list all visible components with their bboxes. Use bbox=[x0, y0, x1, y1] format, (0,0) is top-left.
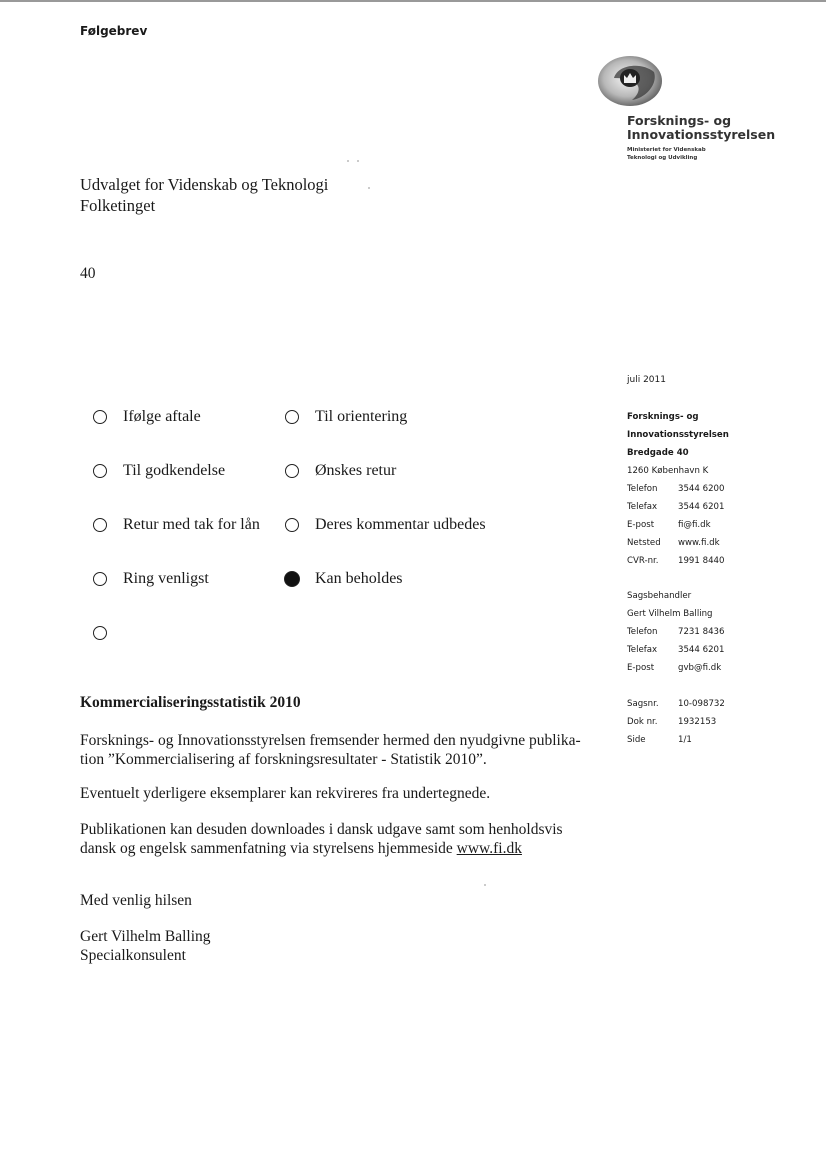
paragraph-3-line2 bbox=[80, 839, 600, 858]
speck bbox=[368, 187, 370, 189]
handler-key: Telefax bbox=[627, 645, 658, 655]
case-row bbox=[627, 695, 725, 713]
paragraph-2: Eventuelt yderligere eksemplarer kan rekvireres fra undertegnede. bbox=[80, 785, 491, 802]
contact-value: fi@fi.dk bbox=[678, 520, 711, 530]
contact-value: 1991 8440 bbox=[678, 556, 725, 566]
checkbox-circle[interactable] bbox=[93, 518, 107, 532]
sidebar-street: Bredgade 40 bbox=[627, 448, 689, 458]
checkbox-label: Til godkendelse bbox=[123, 462, 226, 479]
sidebar-org-line1: Forsknings- og bbox=[627, 412, 699, 422]
checkbox-label: Ønskes retur bbox=[315, 462, 397, 479]
case-handler-block bbox=[627, 587, 724, 677]
contact-row bbox=[627, 552, 729, 570]
handler-value: 7231 8436 bbox=[678, 627, 725, 637]
checkbox-item[interactable] bbox=[93, 567, 209, 591]
paragraph-3-line1: Publikationen kan desuden downloades i dansk udgave samt som henholdsvis bbox=[80, 821, 563, 838]
sender-org-line2: Innovationsstyrelsen bbox=[627, 127, 776, 142]
speck bbox=[357, 160, 359, 162]
checkbox-circle-checked[interactable] bbox=[284, 571, 300, 587]
sender-org-line1: Forsknings- og bbox=[627, 113, 732, 128]
checkbox-item[interactable] bbox=[93, 513, 260, 537]
handler-row bbox=[627, 641, 724, 659]
checkbox-circle[interactable] bbox=[93, 464, 107, 478]
checkbox-circle[interactable] bbox=[285, 518, 299, 532]
sender-org-name bbox=[627, 114, 775, 142]
closing: Med venlig hilsen bbox=[80, 892, 192, 909]
handler-row bbox=[627, 623, 724, 641]
case-row bbox=[627, 713, 725, 731]
contact-value: 3544 6200 bbox=[678, 484, 725, 494]
checkbox-item[interactable] bbox=[93, 459, 225, 483]
checkbox-item[interactable] bbox=[93, 621, 123, 645]
handler-value: 3544 6201 bbox=[678, 645, 725, 655]
speck bbox=[484, 884, 486, 886]
handler-row bbox=[627, 659, 724, 677]
checkbox-item[interactable] bbox=[285, 459, 396, 483]
recipient-line2: Folketinget bbox=[80, 196, 156, 215]
handler-key: E-post bbox=[627, 663, 655, 673]
case-key: Side bbox=[627, 735, 646, 745]
checkbox-circle[interactable] bbox=[93, 626, 107, 640]
case-key: Dok nr. bbox=[627, 717, 658, 727]
sidebar-city: 1260 København K bbox=[627, 466, 709, 476]
case-value: 1/1 bbox=[678, 735, 692, 745]
sender-address-block bbox=[627, 408, 729, 570]
contact-row bbox=[627, 516, 729, 534]
checkbox-label: Retur med tak for lån bbox=[123, 516, 260, 533]
signature-name: Gert Vilhelm Balling bbox=[80, 928, 211, 945]
case-value: 1932153 bbox=[678, 717, 717, 727]
contact-key: Netsted bbox=[627, 538, 661, 548]
contact-row bbox=[627, 498, 729, 516]
paragraph-1 bbox=[80, 731, 600, 769]
checkbox-circle[interactable] bbox=[285, 410, 299, 424]
paragraph-3-line2-text: dansk og engelsk sammenfatning via styrelsens hjemmeside bbox=[80, 840, 457, 857]
recipient-address bbox=[80, 174, 328, 216]
checkbox-circle[interactable] bbox=[285, 464, 299, 478]
sidebar-org-line2: Innovationsstyrelsen bbox=[627, 430, 729, 440]
website-link[interactable]: www.fi.dk bbox=[456, 840, 522, 857]
case-value: 10-098732 bbox=[678, 699, 725, 709]
paragraph-1-line1: Forsknings- og Innovationsstyrelsen fremsender hermed den nyudgivne publika- bbox=[80, 732, 581, 749]
checkbox-label: Deres kommentar udbedes bbox=[315, 516, 486, 533]
case-reference-block bbox=[627, 695, 725, 749]
checkbox-label: Ifølge aftale bbox=[123, 408, 201, 425]
contact-key: Telefax bbox=[627, 502, 658, 512]
checkbox-label: Ring venligst bbox=[123, 570, 209, 587]
letter-date: juli 2011 bbox=[627, 375, 666, 385]
checkbox-item[interactable] bbox=[93, 405, 201, 429]
handler-name: Gert Vilhelm Balling bbox=[627, 609, 713, 619]
contact-key: E-post bbox=[627, 520, 655, 530]
signature-title: Specialkonsulent bbox=[80, 947, 186, 964]
checkbox-label: Kan beholdes bbox=[315, 570, 403, 587]
checkbox-item[interactable] bbox=[284, 567, 403, 591]
checkbox-item[interactable] bbox=[285, 513, 486, 537]
case-row bbox=[627, 731, 725, 749]
checkbox-item[interactable] bbox=[285, 405, 407, 429]
signature-block bbox=[80, 927, 600, 965]
case-key: Sagsnr. bbox=[627, 699, 659, 709]
top-edge-line bbox=[0, 0, 826, 2]
checkbox-circle[interactable] bbox=[93, 572, 107, 586]
document-type-label: Følgebrev bbox=[80, 24, 148, 38]
letter-subject: Kommercialiseringsstatistik 2010 bbox=[80, 694, 301, 711]
reference-number: 40 bbox=[80, 265, 96, 282]
ministry-line2: Teknologi og Udvikling bbox=[627, 155, 698, 161]
checkbox-label: Til orientering bbox=[315, 408, 408, 425]
checkbox-circle[interactable] bbox=[93, 410, 107, 424]
recipient-line1: Udvalget for Videnskab og Teknologi bbox=[80, 175, 329, 194]
handler-label: Sagsbehandler bbox=[627, 591, 692, 601]
contact-value: www.fi.dk bbox=[678, 538, 720, 548]
contact-row bbox=[627, 480, 729, 498]
contact-key: Telefon bbox=[627, 484, 658, 494]
contact-key: CVR-nr. bbox=[627, 556, 659, 566]
denmark-crown-icon bbox=[594, 54, 664, 108]
speck bbox=[347, 160, 349, 162]
ministry-line1: Ministeriet for Videnskab bbox=[627, 147, 706, 153]
handler-key: Telefon bbox=[627, 627, 658, 637]
paragraph-3 bbox=[80, 820, 600, 858]
ministry-name bbox=[627, 146, 706, 162]
contact-value: 3544 6201 bbox=[678, 502, 725, 512]
contact-row bbox=[627, 534, 729, 552]
paragraph-1-line2: tion ”Kommercialisering af forskningsresultater - Statistik 2010”. bbox=[80, 751, 487, 768]
handler-value: gvb@fi.dk bbox=[678, 663, 722, 673]
